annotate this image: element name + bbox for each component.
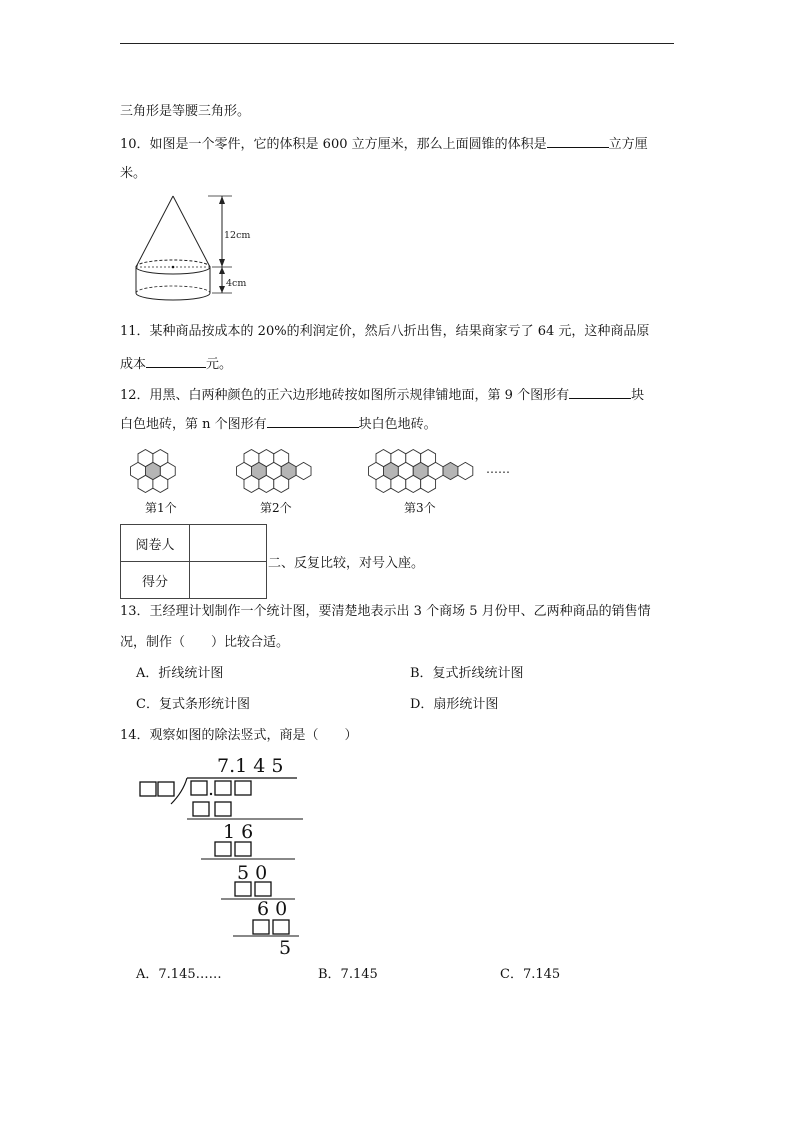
q10-answer-blank[interactable] — [547, 135, 609, 148]
q12-text2-post: 块白色地砖。 — [358, 417, 437, 432]
q12-line1 — [120, 386, 644, 404]
section-title: 二、反复比较，对号入座。 — [268, 556, 425, 571]
white-tile — [428, 462, 443, 479]
q10-text-post: 立方厘 — [608, 137, 648, 152]
white-tile — [296, 462, 311, 479]
grader-label: 阅卷人 — [121, 525, 190, 562]
divisor-box-1 — [140, 782, 156, 796]
continued-line: 三角形是等腰三角形。 — [120, 104, 251, 119]
cylinder-center-dot — [172, 266, 175, 269]
q12-line2 — [120, 415, 437, 433]
dividend-decimal-point — [210, 793, 212, 795]
score-cell[interactable] — [190, 562, 267, 599]
fig3-label: 第3个 — [404, 501, 436, 515]
hexagon-tiles — [131, 450, 473, 493]
quotient-digits: 7.1 4 5 — [217, 755, 284, 777]
q12-answer-blank-2[interactable] — [267, 415, 359, 428]
remainder-60: 6 0 — [257, 898, 288, 920]
q12-text-post: 块 — [631, 388, 645, 403]
q14-option-a[interactable]: A．7.145…… — [136, 967, 222, 982]
step3-box-1 — [235, 882, 251, 896]
white-tile — [131, 462, 146, 479]
step1-box-1 — [193, 802, 209, 816]
black-tile — [251, 462, 266, 479]
long-division-figure — [135, 752, 310, 962]
white-tile — [369, 462, 384, 479]
q13-option-b[interactable]: B．复式折线统计图 — [410, 666, 524, 681]
cone-right-edge — [173, 196, 210, 267]
white-tile — [160, 462, 175, 479]
step3-box-2 — [255, 882, 271, 896]
black-tile — [383, 462, 398, 479]
q14-line1: 14．观察如图的除法竖式，商是（ ） — [120, 728, 358, 743]
final-remainder: 5 — [279, 937, 292, 959]
q10-text-pre: 10．如图是一个零件，它的体积是 600 立方厘米，那么上面圆锥的体积是 — [120, 137, 547, 152]
cone-height-label: 12cm — [224, 230, 251, 241]
q10-line2: 米。 — [120, 166, 147, 181]
black-tile — [145, 462, 160, 479]
header-rule — [120, 43, 674, 44]
q10-line1 — [120, 135, 648, 153]
q13-line1: 13．王经理计划制作一个统计图，要清楚地表示出 3 个商场 5 月份甲、乙两种商品的销售情 — [120, 604, 651, 619]
white-tile — [458, 462, 473, 479]
white-tile — [398, 462, 413, 479]
q13-option-d[interactable]: D．扇形统计图 — [410, 697, 499, 712]
cone-left-edge — [136, 196, 173, 267]
fig2-label: 第2个 — [260, 501, 292, 515]
step1-box-2 — [215, 802, 231, 816]
q13-line2: 况，制作（ ）比较合适。 — [120, 635, 290, 650]
pattern-ellipsis: …… — [486, 462, 510, 476]
q11-text-pre: 成本 — [120, 357, 147, 372]
white-tile — [266, 462, 281, 479]
cylinder-bottom-front — [136, 293, 210, 300]
arrowhead-up-2 — [219, 267, 225, 274]
cylinder-height-label: 4cm — [226, 278, 247, 289]
step2-box-2 — [235, 842, 251, 856]
arrowhead-down-2 — [219, 286, 225, 293]
white-tile — [237, 462, 252, 479]
fig1-label: 第1个 — [145, 501, 177, 515]
step2-box-1 — [215, 842, 231, 856]
dividend-box-3 — [235, 781, 251, 795]
q13-option-c[interactable]: C．复式条形统计图 — [136, 697, 250, 712]
dividend-box-2 — [215, 781, 231, 795]
dividend-box-1 — [191, 781, 207, 795]
score-table — [120, 524, 267, 599]
cone-cylinder-figure — [128, 190, 258, 310]
black-tile — [413, 462, 428, 479]
q12-text-pre: 12．用黑、白两种颜色的正六边形地砖按如图所示规律铺地面，第 9 个图形有 — [120, 388, 570, 403]
q13-option-a[interactable]: A．折线统计图 — [136, 666, 224, 681]
q11-text-post: 元。 — [206, 357, 233, 372]
step4-box-2 — [273, 920, 289, 934]
q11-line1: 11．某种商品按成本的 20%的利润定价，然后八折出售，结果商家亏了 64 元，这种商品原 — [120, 324, 650, 339]
cylinder-bottom-back — [136, 286, 210, 293]
q11-line2 — [120, 355, 232, 373]
arrowhead-down-1 — [219, 259, 225, 267]
divisor-box-2 — [158, 782, 174, 796]
q14-option-c[interactable]: C．7.145 — [500, 967, 561, 982]
remainder-16: 1 6 — [223, 821, 254, 843]
step4-box-1 — [253, 920, 269, 934]
q11-answer-blank[interactable] — [146, 355, 206, 368]
black-tile — [281, 462, 296, 479]
hexagon-pattern-figures — [130, 445, 520, 497]
remainder-50: 5 0 — [237, 862, 268, 884]
q12-text2-pre: 白色地砖，第 n 个图形有 — [120, 417, 267, 432]
q14-option-b[interactable]: B．7.145 — [318, 967, 378, 982]
grader-cell[interactable] — [190, 525, 267, 562]
score-label: 得分 — [121, 562, 190, 599]
arrowhead-up-1 — [219, 196, 225, 204]
black-tile — [443, 462, 458, 479]
q12-answer-blank-1[interactable] — [569, 386, 631, 399]
